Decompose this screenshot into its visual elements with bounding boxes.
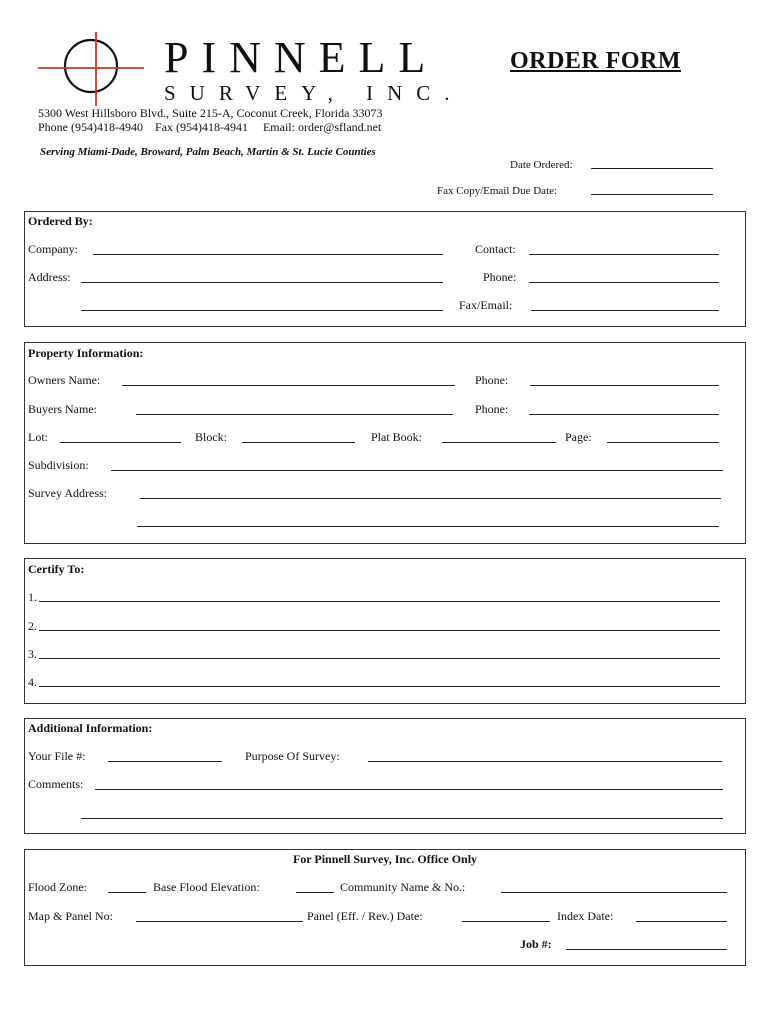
certify-item-4-field[interactable] [39, 686, 720, 687]
fax-email-field[interactable] [531, 310, 719, 311]
plat-book-label: Plat Book: [371, 430, 423, 444]
buyer-phone-field[interactable] [529, 414, 719, 415]
date-ordered-field[interactable] [591, 168, 713, 169]
lot-field[interactable] [60, 442, 181, 443]
buyer-phone-label: Phone: [475, 402, 509, 416]
due-date-label: Fax Copy/Email Due Date: [437, 185, 558, 197]
map-panel-field[interactable] [136, 921, 303, 922]
flood-zone-field[interactable] [108, 892, 146, 893]
file-no-field[interactable] [108, 761, 222, 762]
block-label: Block: [195, 430, 227, 444]
company-address: 5300 West Hillsboro Blvd., Suite 215-A, Coconut Creek, Florida 33073 [38, 106, 383, 120]
certify-item-2-label: 2. [28, 619, 37, 633]
index-date-field[interactable] [636, 921, 727, 922]
job-no-label: Job #: [520, 937, 552, 951]
logo-wordmark: PINNELL [164, 33, 439, 82]
company-field[interactable] [93, 254, 443, 255]
certify-item-3-label: 3. [28, 647, 37, 661]
property-title: Property Information: [28, 346, 144, 360]
buyers-name-field[interactable] [136, 414, 453, 415]
contact-field[interactable] [529, 254, 719, 255]
comments-field[interactable] [95, 789, 723, 790]
company-label: Company: [28, 242, 78, 256]
panel-date-label: Panel (Eff. / Rev.) Date: [307, 909, 423, 923]
form-title: ORDER FORM [510, 48, 681, 74]
page-field[interactable] [607, 442, 719, 443]
company-contact-line: Phone (954)418-4940 Fax (954)418-4941 Email: order@sfland.net [38, 120, 382, 134]
certify-item-3-field[interactable] [39, 658, 720, 659]
owner-phone-field[interactable] [530, 385, 719, 386]
date-ordered-label: Date Ordered: [510, 159, 573, 171]
ordered-by-title: Ordered By: [28, 214, 93, 228]
comments-field-2[interactable] [81, 818, 723, 819]
contact-label: Contact: [475, 242, 516, 256]
survey-address-label: Survey Address: [28, 486, 107, 500]
logo-subtitle: SURVEY, INC. [164, 81, 464, 105]
base-flood-field[interactable] [296, 892, 334, 893]
company-logo [36, 30, 476, 110]
certify-item-4-label: 4. [28, 675, 37, 689]
survey-address-field-2[interactable] [137, 526, 719, 527]
certify-item-1-field[interactable] [39, 601, 720, 602]
phone-field[interactable] [529, 282, 719, 283]
due-date-field[interactable] [591, 194, 713, 195]
community-field[interactable] [501, 892, 727, 893]
subdivision-label: Subdivision: [28, 458, 89, 472]
owner-phone-label: Phone: [475, 373, 509, 387]
crosshair-logo-icon [36, 30, 146, 110]
fax-email-label: Fax/Email: [459, 298, 513, 312]
owners-name-label: Owners Name: [28, 373, 101, 387]
job-no-field[interactable] [566, 949, 727, 950]
map-panel-label: Map & Panel No: [28, 909, 113, 923]
address-field-2[interactable] [81, 310, 443, 311]
buyers-name-label: Buyers Name: [28, 402, 97, 416]
comments-label: Comments: [28, 777, 84, 791]
plat-book-field[interactable] [442, 442, 556, 443]
phone-label: Phone: [483, 270, 517, 284]
certify-item-2-field[interactable] [39, 630, 720, 631]
address-field[interactable] [81, 282, 443, 283]
certify-section [24, 558, 746, 704]
community-label: Community Name & No.: [340, 880, 466, 894]
page-label: Page: [565, 430, 592, 444]
index-date-label: Index Date: [557, 909, 614, 923]
panel-date-field[interactable] [462, 921, 550, 922]
certify-title: Certify To: [28, 562, 85, 576]
office-title: For Pinnell Survey, Inc. Office Only [292, 852, 478, 866]
block-field[interactable] [242, 442, 355, 443]
purpose-field[interactable] [368, 761, 722, 762]
service-area: Serving Miami-Dade, Broward, Palm Beach, Martin & St. Lucie Counties [40, 146, 376, 158]
purpose-label: Purpose Of Survey: [245, 749, 340, 763]
base-flood-label: Base Flood Elevation: [153, 880, 260, 894]
survey-address-field[interactable] [140, 498, 721, 499]
lot-label: Lot: [28, 430, 48, 444]
owners-name-field[interactable] [122, 385, 455, 386]
certify-item-1-label: 1. [28, 590, 37, 604]
address-label: Address: [28, 270, 71, 284]
additional-title: Additional Information: [28, 721, 153, 735]
flood-zone-label: Flood Zone: [28, 880, 87, 894]
subdivision-field[interactable] [111, 470, 723, 471]
file-no-label: Your File #: [28, 749, 86, 763]
